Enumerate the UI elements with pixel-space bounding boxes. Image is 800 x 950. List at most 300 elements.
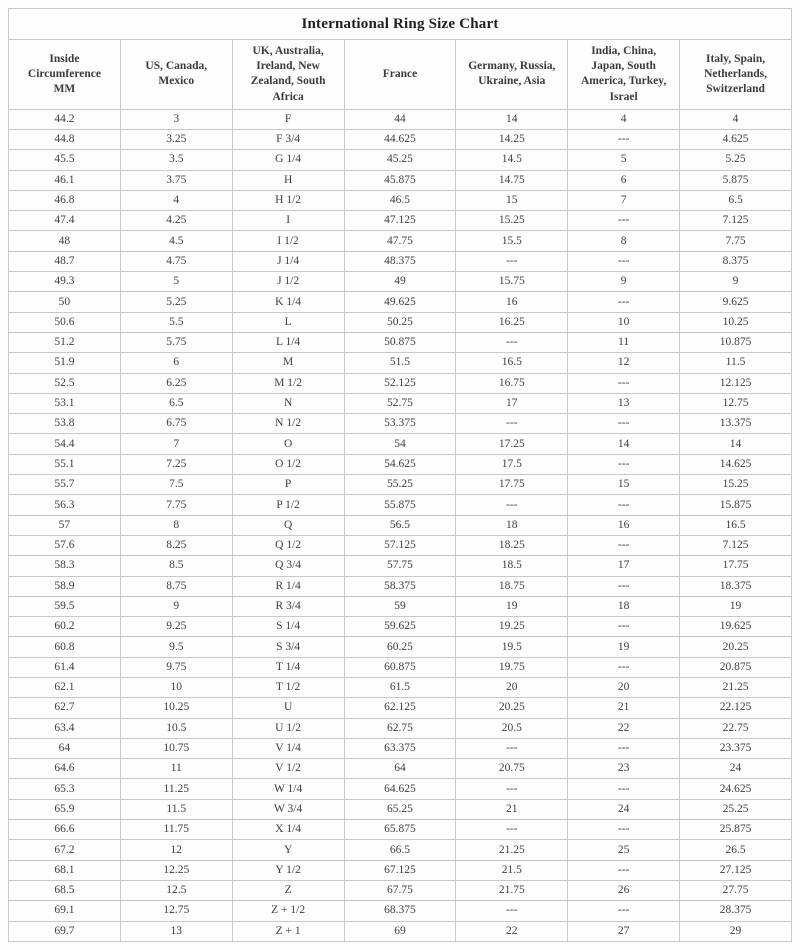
table-cell: 6.5 bbox=[680, 190, 792, 210]
table-cell: 59.5 bbox=[9, 596, 121, 616]
table-cell: 12 bbox=[120, 840, 232, 860]
table-cell: 51.9 bbox=[9, 353, 121, 373]
table-cell: 7.75 bbox=[120, 495, 232, 515]
table-cell: 16.5 bbox=[680, 515, 792, 535]
table-cell: 12.25 bbox=[120, 860, 232, 880]
table-cell: 11 bbox=[120, 759, 232, 779]
table-cell: 10.875 bbox=[680, 332, 792, 352]
table-cell: 17 bbox=[568, 556, 680, 576]
table-cell: F bbox=[232, 109, 344, 129]
table-cell: 5.5 bbox=[120, 312, 232, 332]
table-cell: 45.5 bbox=[9, 150, 121, 170]
table-cell: 19.5 bbox=[456, 637, 568, 657]
table-cell: J 1/2 bbox=[232, 272, 344, 292]
table-cell: 58.375 bbox=[344, 576, 456, 596]
table-cell: T 1/2 bbox=[232, 678, 344, 698]
column-header: UK, Australia, Ireland, New Zealand, South Africa bbox=[232, 40, 344, 110]
table-cell: 11 bbox=[568, 332, 680, 352]
column-header: India, China, Japan, South America, Turkey, Israel bbox=[568, 40, 680, 110]
table-cell: 46.1 bbox=[9, 170, 121, 190]
table-cell: R 3/4 bbox=[232, 596, 344, 616]
table-row bbox=[9, 272, 792, 292]
table-cell: 10 bbox=[568, 312, 680, 332]
table-cell: 20 bbox=[456, 678, 568, 698]
table-cell: --- bbox=[568, 657, 680, 677]
table-cell: 59.625 bbox=[344, 617, 456, 637]
table-cell: 13 bbox=[568, 393, 680, 413]
table-row bbox=[9, 617, 792, 637]
table-cell: 4 bbox=[680, 109, 792, 129]
table-cell: 62.125 bbox=[344, 698, 456, 718]
table-cell: 7 bbox=[568, 190, 680, 210]
table-cell: 11.25 bbox=[120, 779, 232, 799]
table-cell: 68.5 bbox=[9, 880, 121, 900]
table-cell: 59 bbox=[344, 596, 456, 616]
table-cell: 63.4 bbox=[9, 718, 121, 738]
table-cell: K 1/4 bbox=[232, 292, 344, 312]
table-cell: N bbox=[232, 393, 344, 413]
table-cell: L bbox=[232, 312, 344, 332]
table-row bbox=[9, 657, 792, 677]
table-cell: 20.5 bbox=[456, 718, 568, 738]
table-cell: 66.6 bbox=[9, 820, 121, 840]
table-cell: 56.5 bbox=[344, 515, 456, 535]
table-cell: 51.5 bbox=[344, 353, 456, 373]
table-cell: --- bbox=[456, 738, 568, 758]
table-cell: 21.25 bbox=[680, 678, 792, 698]
table-cell: 9 bbox=[568, 272, 680, 292]
table-cell: V 1/2 bbox=[232, 759, 344, 779]
column-header: France bbox=[344, 40, 456, 110]
table-cell: 50.25 bbox=[344, 312, 456, 332]
table-row bbox=[9, 129, 792, 149]
table-cell: 16 bbox=[456, 292, 568, 312]
table-cell: 56.3 bbox=[9, 495, 121, 515]
table-cell: 29 bbox=[680, 921, 792, 941]
table-cell: 15.875 bbox=[680, 495, 792, 515]
table-cell: 16 bbox=[568, 515, 680, 535]
table-cell: 4.625 bbox=[680, 129, 792, 149]
table-cell: R 1/4 bbox=[232, 576, 344, 596]
table-cell: 14.5 bbox=[456, 150, 568, 170]
table-cell: 10.25 bbox=[680, 312, 792, 332]
table-cell: 16.5 bbox=[456, 353, 568, 373]
table-cell: 15.25 bbox=[456, 211, 568, 231]
table-cell: 8.375 bbox=[680, 251, 792, 271]
table-row bbox=[9, 434, 792, 454]
table-cell: --- bbox=[456, 820, 568, 840]
table-cell: 23 bbox=[568, 759, 680, 779]
table-cell: --- bbox=[568, 454, 680, 474]
table-cell: T 1/4 bbox=[232, 657, 344, 677]
table-cell: 19.625 bbox=[680, 617, 792, 637]
table-cell: 60.25 bbox=[344, 637, 456, 657]
table-row bbox=[9, 779, 792, 799]
table-cell: 22 bbox=[456, 921, 568, 941]
table-cell: 7.125 bbox=[680, 211, 792, 231]
table-cell: 65.9 bbox=[9, 799, 121, 819]
table-cell: 3 bbox=[120, 109, 232, 129]
table-cell: 6.5 bbox=[120, 393, 232, 413]
table-row bbox=[9, 556, 792, 576]
table-cell: 6.75 bbox=[120, 414, 232, 434]
table-cell: --- bbox=[568, 251, 680, 271]
table-cell: 20 bbox=[568, 678, 680, 698]
table-cell: 22.125 bbox=[680, 698, 792, 718]
table-cell: --- bbox=[568, 211, 680, 231]
table-cell: --- bbox=[568, 738, 680, 758]
table-cell: 65.25 bbox=[344, 799, 456, 819]
table-cell: V 1/4 bbox=[232, 738, 344, 758]
table-cell: 48.375 bbox=[344, 251, 456, 271]
table-cell: 68.1 bbox=[9, 860, 121, 880]
table-row bbox=[9, 251, 792, 271]
column-header: Inside Circumference MM bbox=[9, 40, 121, 110]
table-cell: 62.1 bbox=[9, 678, 121, 698]
table-cell: P 1/2 bbox=[232, 495, 344, 515]
table-cell: 4 bbox=[568, 109, 680, 129]
table-cell: 64.6 bbox=[9, 759, 121, 779]
table-cell: 17.75 bbox=[456, 475, 568, 495]
table-cell: U bbox=[232, 698, 344, 718]
table-cell: --- bbox=[456, 901, 568, 921]
table-cell: 10.25 bbox=[120, 698, 232, 718]
table-cell: 18.25 bbox=[456, 535, 568, 555]
table-cell: 14 bbox=[680, 434, 792, 454]
table-cell: I 1/2 bbox=[232, 231, 344, 251]
table-cell: 50.875 bbox=[344, 332, 456, 352]
table-cell: 8.75 bbox=[120, 576, 232, 596]
table-cell: 10 bbox=[120, 678, 232, 698]
table-head bbox=[9, 9, 792, 110]
table-cell: 46.5 bbox=[344, 190, 456, 210]
table-row bbox=[9, 211, 792, 231]
table-cell: 17.5 bbox=[456, 454, 568, 474]
table-cell: 24 bbox=[568, 799, 680, 819]
table-cell: 18 bbox=[456, 515, 568, 535]
table-cell: 57 bbox=[9, 515, 121, 535]
table-cell: 11.75 bbox=[120, 820, 232, 840]
table-cell: F 3/4 bbox=[232, 129, 344, 149]
table-body bbox=[9, 109, 792, 941]
table-row bbox=[9, 860, 792, 880]
table-cell: --- bbox=[568, 535, 680, 555]
table-cell: 3.25 bbox=[120, 129, 232, 149]
table-cell: 8 bbox=[568, 231, 680, 251]
table-cell: 9 bbox=[120, 596, 232, 616]
table-cell: 9.625 bbox=[680, 292, 792, 312]
table-cell: 45.875 bbox=[344, 170, 456, 190]
table-cell: 26.5 bbox=[680, 840, 792, 860]
table-cell: 21.75 bbox=[456, 880, 568, 900]
table-cell: 20.875 bbox=[680, 657, 792, 677]
table-cell: 23.375 bbox=[680, 738, 792, 758]
table-cell: 4 bbox=[120, 190, 232, 210]
table-cell: 55.7 bbox=[9, 475, 121, 495]
table-cell: 7 bbox=[120, 434, 232, 454]
table-cell: 19.75 bbox=[456, 657, 568, 677]
table-cell: 64 bbox=[344, 759, 456, 779]
table-cell: 10.5 bbox=[120, 718, 232, 738]
table-cell: 21 bbox=[568, 698, 680, 718]
table-cell: 6.25 bbox=[120, 373, 232, 393]
table-cell: 49.3 bbox=[9, 272, 121, 292]
table-cell: 52.5 bbox=[9, 373, 121, 393]
table-title: International Ring Size Chart bbox=[9, 9, 792, 40]
table-cell: 8.5 bbox=[120, 556, 232, 576]
table-cell: --- bbox=[456, 779, 568, 799]
column-header: US, Canada, Mexico bbox=[120, 40, 232, 110]
table-row bbox=[9, 698, 792, 718]
table-cell: N 1/2 bbox=[232, 414, 344, 434]
table-row bbox=[9, 515, 792, 535]
table-cell: 21.25 bbox=[456, 840, 568, 860]
table-cell: --- bbox=[568, 576, 680, 596]
table-cell: 9.75 bbox=[120, 657, 232, 677]
table-row bbox=[9, 880, 792, 900]
table-cell: H bbox=[232, 170, 344, 190]
table-cell: H 1/2 bbox=[232, 190, 344, 210]
table-cell: 21 bbox=[456, 799, 568, 819]
table-row bbox=[9, 637, 792, 657]
table-row bbox=[9, 738, 792, 758]
table-cell: 50.6 bbox=[9, 312, 121, 332]
table-cell: 54.625 bbox=[344, 454, 456, 474]
table-cell: 25 bbox=[568, 840, 680, 860]
table-cell: 24 bbox=[680, 759, 792, 779]
table-row bbox=[9, 718, 792, 738]
table-cell: 24.625 bbox=[680, 779, 792, 799]
table-cell: 18.5 bbox=[456, 556, 568, 576]
table-cell: 4.75 bbox=[120, 251, 232, 271]
table-cell: 44.8 bbox=[9, 129, 121, 149]
table-cell: --- bbox=[568, 779, 680, 799]
table-cell: 63.375 bbox=[344, 738, 456, 758]
table-cell: 22.75 bbox=[680, 718, 792, 738]
table-cell: 9 bbox=[680, 272, 792, 292]
table-cell: 12.75 bbox=[120, 901, 232, 921]
table-row bbox=[9, 393, 792, 413]
table-row bbox=[9, 454, 792, 474]
column-header: Italy, Spain, Netherlands, Switzerland bbox=[680, 40, 792, 110]
table-cell: J 1/4 bbox=[232, 251, 344, 271]
table-cell: 55.875 bbox=[344, 495, 456, 515]
table-row bbox=[9, 901, 792, 921]
table-cell: 54.4 bbox=[9, 434, 121, 454]
table-cell: 7.125 bbox=[680, 535, 792, 555]
table-cell: 57.125 bbox=[344, 535, 456, 555]
table-cell: 51.2 bbox=[9, 332, 121, 352]
table-cell: 18.75 bbox=[456, 576, 568, 596]
table-cell: 48.7 bbox=[9, 251, 121, 271]
table-cell: 17.25 bbox=[456, 434, 568, 454]
table-cell: --- bbox=[456, 332, 568, 352]
table-row bbox=[9, 332, 792, 352]
table-row bbox=[9, 840, 792, 860]
table-cell: 19 bbox=[456, 596, 568, 616]
table-cell: 16.25 bbox=[456, 312, 568, 332]
table-row bbox=[9, 820, 792, 840]
table-cell: 19 bbox=[680, 596, 792, 616]
table-row bbox=[9, 596, 792, 616]
table-cell: 18.375 bbox=[680, 576, 792, 596]
table-cell: --- bbox=[568, 373, 680, 393]
table-cell: 65.875 bbox=[344, 820, 456, 840]
table-cell: 4.5 bbox=[120, 231, 232, 251]
table-cell: 64 bbox=[9, 738, 121, 758]
table-cell: Y bbox=[232, 840, 344, 860]
table-cell: Q 1/2 bbox=[232, 535, 344, 555]
table-cell: 48 bbox=[9, 231, 121, 251]
table-cell: 13 bbox=[120, 921, 232, 941]
table-cell: 28.375 bbox=[680, 901, 792, 921]
table-cell: 66.5 bbox=[344, 840, 456, 860]
column-header: Germany, Russia, Ukraine, Asia bbox=[456, 40, 568, 110]
table-cell: 17.75 bbox=[680, 556, 792, 576]
table-cell: 60.2 bbox=[9, 617, 121, 637]
table-cell: --- bbox=[568, 820, 680, 840]
ring-size-table bbox=[8, 8, 792, 942]
table-cell: 64.625 bbox=[344, 779, 456, 799]
table-cell: 15.25 bbox=[680, 475, 792, 495]
table-row bbox=[9, 170, 792, 190]
table-cell: 7.75 bbox=[680, 231, 792, 251]
table-cell: 20.25 bbox=[680, 637, 792, 657]
table-cell: O bbox=[232, 434, 344, 454]
table-cell: 9.25 bbox=[120, 617, 232, 637]
table-cell: 50 bbox=[9, 292, 121, 312]
table-cell: 47.125 bbox=[344, 211, 456, 231]
table-cell: 12 bbox=[568, 353, 680, 373]
table-cell: --- bbox=[456, 251, 568, 271]
table-cell: 27.125 bbox=[680, 860, 792, 880]
table-cell: Z bbox=[232, 880, 344, 900]
table-cell: 27 bbox=[568, 921, 680, 941]
table-cell: 15.75 bbox=[456, 272, 568, 292]
table-cell: 16.75 bbox=[456, 373, 568, 393]
table-cell: 69.7 bbox=[9, 921, 121, 941]
table-cell: --- bbox=[568, 414, 680, 434]
table-row bbox=[9, 414, 792, 434]
table-cell: 15.5 bbox=[456, 231, 568, 251]
table-cell: 5 bbox=[568, 150, 680, 170]
table-cell: 58.3 bbox=[9, 556, 121, 576]
table-cell: 44.2 bbox=[9, 109, 121, 129]
table-cell: 19.25 bbox=[456, 617, 568, 637]
table-row bbox=[9, 231, 792, 251]
table-cell: 14 bbox=[568, 434, 680, 454]
table-cell: Y 1/2 bbox=[232, 860, 344, 880]
table-cell: 67.125 bbox=[344, 860, 456, 880]
table-cell: Z + 1/2 bbox=[232, 901, 344, 921]
table-cell: 8 bbox=[120, 515, 232, 535]
table-cell: 52.75 bbox=[344, 393, 456, 413]
table-cell: 57.75 bbox=[344, 556, 456, 576]
table-cell: 60.8 bbox=[9, 637, 121, 657]
table-cell: G 1/4 bbox=[232, 150, 344, 170]
table-cell: --- bbox=[568, 860, 680, 880]
table-cell: 14.25 bbox=[456, 129, 568, 149]
table-row bbox=[9, 475, 792, 495]
table-cell: 68.375 bbox=[344, 901, 456, 921]
table-cell: 11.5 bbox=[680, 353, 792, 373]
table-cell: 47.4 bbox=[9, 211, 121, 231]
table-cell: 15 bbox=[568, 475, 680, 495]
table-cell: 46.8 bbox=[9, 190, 121, 210]
table-cell: 17 bbox=[456, 393, 568, 413]
table-cell: 14.625 bbox=[680, 454, 792, 474]
table-row bbox=[9, 576, 792, 596]
table-cell: --- bbox=[568, 129, 680, 149]
table-cell: 11.5 bbox=[120, 799, 232, 819]
table-cell: 9.5 bbox=[120, 637, 232, 657]
table-cell: 20.25 bbox=[456, 698, 568, 718]
table-row bbox=[9, 109, 792, 129]
table-cell: O 1/2 bbox=[232, 454, 344, 474]
table-cell: L 1/4 bbox=[232, 332, 344, 352]
table-cell: 45.25 bbox=[344, 150, 456, 170]
table-cell: 14 bbox=[456, 109, 568, 129]
table-cell: X 1/4 bbox=[232, 820, 344, 840]
table-cell: 5.25 bbox=[680, 150, 792, 170]
table-cell: 62.7 bbox=[9, 698, 121, 718]
table-cell: 7.5 bbox=[120, 475, 232, 495]
table-cell: 6 bbox=[568, 170, 680, 190]
table-cell: 8.25 bbox=[120, 535, 232, 555]
table-row bbox=[9, 799, 792, 819]
table-cell: 62.75 bbox=[344, 718, 456, 738]
table-row bbox=[9, 150, 792, 170]
table-cell: 12.75 bbox=[680, 393, 792, 413]
table-cell: U 1/2 bbox=[232, 718, 344, 738]
table-cell: 10.75 bbox=[120, 738, 232, 758]
table-cell: 57.6 bbox=[9, 535, 121, 555]
table-cell: 69.1 bbox=[9, 901, 121, 921]
table-cell: M 1/2 bbox=[232, 373, 344, 393]
table-cell: 25.875 bbox=[680, 820, 792, 840]
table-row bbox=[9, 678, 792, 698]
table-cell: I bbox=[232, 211, 344, 231]
table-cell: 4.25 bbox=[120, 211, 232, 231]
table-cell: 67.75 bbox=[344, 880, 456, 900]
table-cell: 19 bbox=[568, 637, 680, 657]
table-cell: 22 bbox=[568, 718, 680, 738]
table-row bbox=[9, 495, 792, 515]
table-cell: 52.125 bbox=[344, 373, 456, 393]
table-cell: 49.625 bbox=[344, 292, 456, 312]
table-cell: 61.5 bbox=[344, 678, 456, 698]
table-cell: 13.375 bbox=[680, 414, 792, 434]
table-cell: 15 bbox=[456, 190, 568, 210]
table-cell: 12.125 bbox=[680, 373, 792, 393]
table-cell: Q 3/4 bbox=[232, 556, 344, 576]
table-row bbox=[9, 373, 792, 393]
table-cell: 55.25 bbox=[344, 475, 456, 495]
table-cell: 44.625 bbox=[344, 129, 456, 149]
table-cell: 61.4 bbox=[9, 657, 121, 677]
table-cell: M bbox=[232, 353, 344, 373]
header-row bbox=[9, 40, 792, 110]
table-cell: --- bbox=[568, 617, 680, 637]
table-cell: Z + 1 bbox=[232, 921, 344, 941]
table-cell: --- bbox=[456, 495, 568, 515]
table-cell: 67.2 bbox=[9, 840, 121, 860]
table-cell: 44 bbox=[344, 109, 456, 129]
table-cell: 3.75 bbox=[120, 170, 232, 190]
table-cell: 7.25 bbox=[120, 454, 232, 474]
table-row bbox=[9, 190, 792, 210]
table-cell: 5.75 bbox=[120, 332, 232, 352]
